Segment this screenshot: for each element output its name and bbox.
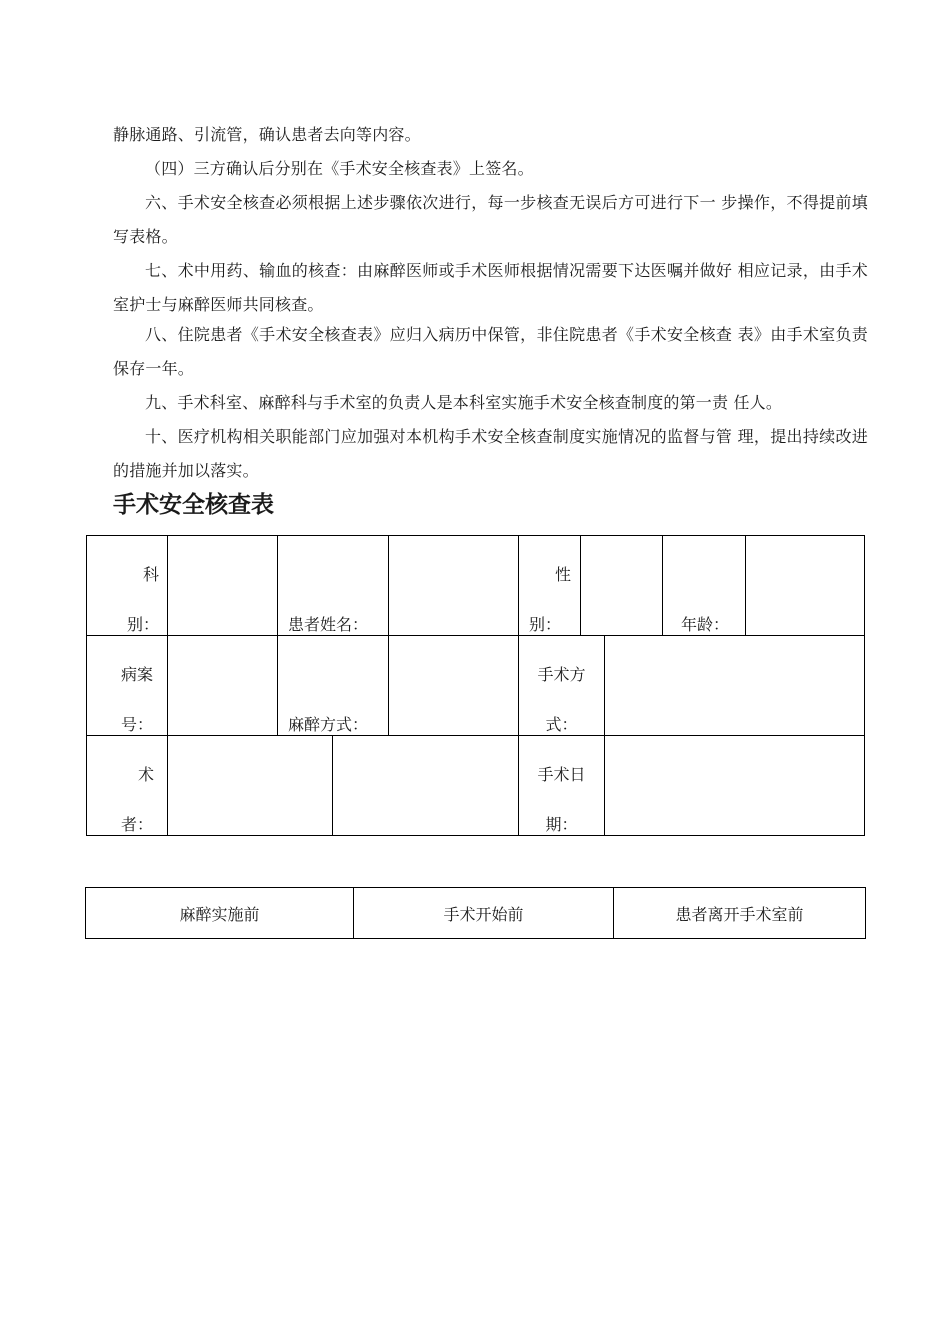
gender-value-cell[interactable] — [581, 536, 663, 636]
patient-name-label: 患者姓名： — [288, 615, 369, 634]
record-no-value-cell[interactable] — [168, 636, 278, 736]
table-row — [87, 536, 865, 636]
surgery-date-label-line1: 手术日 — [537, 765, 586, 784]
patient-info-table — [86, 535, 865, 836]
dept-label-cell — [87, 536, 168, 636]
record-no-label-cell — [87, 636, 168, 736]
anesthesia-method-value-cell[interactable] — [389, 636, 519, 736]
record-no-label-line1: 病案 — [121, 665, 154, 684]
paragraph-7: 十、医疗机构相关职能部门应加强对本机构手术安全核查制度实施情况的监督与管 理，提出持续改进的措施并加以落实。 — [113, 427, 868, 480]
anesthesia-method-label-cell — [278, 636, 389, 736]
dept-value-cell[interactable] — [168, 536, 278, 636]
table-row — [87, 636, 865, 736]
surgery-date-value-cell[interactable] — [605, 736, 865, 836]
paragraph-2: （四）三方确认后分别在《手术安全核查表》上签名。 — [145, 159, 534, 178]
gender-label-line1: 性 — [555, 565, 572, 584]
surgery-method-label-cell — [519, 636, 605, 736]
form-title: 手术安全核查表 — [113, 491, 274, 518]
phase-table — [85, 887, 866, 939]
anesthesia-method-label: 麻醉方式： — [288, 715, 369, 734]
surgeon-value-cell-1[interactable] — [168, 736, 333, 836]
surgery-method-label-line1: 手术方 — [537, 665, 586, 684]
surgeon-label-line1: 术 — [138, 765, 155, 784]
surgery-date-label-cell — [519, 736, 605, 836]
surgery-method-label-line2: 式： — [545, 715, 578, 734]
paragraph-6: 九、手术科室、麻醉科与手术室的负责人是本科室实施手术安全核查制度的第一责 任人。 — [145, 393, 783, 412]
phase-before-surgery: 手术开始前 — [354, 888, 614, 939]
surgeon-label-line2: 者： — [121, 815, 154, 834]
gender-label-line2: 别： — [529, 615, 562, 634]
phase-before-anesthesia: 麻醉实施前 — [86, 888, 354, 939]
table-row — [87, 736, 865, 836]
patient-name-value-cell[interactable] — [389, 536, 519, 636]
record-no-label-line2: 号： — [121, 715, 154, 734]
paragraph-4: 七、术中用药、输血的核查：由麻醉医师或手术医师根据情况需要下达医嘱并做好 相应记录，由手术室护士与麻醉医师共同核查。 — [113, 261, 868, 314]
surgeon-value-cell-2[interactable] — [333, 736, 519, 836]
table-row — [86, 888, 866, 939]
patient-name-label-cell — [278, 536, 389, 636]
dept-label-line1: 科 — [142, 565, 159, 584]
surgery-method-value-cell[interactable] — [605, 636, 865, 736]
gender-label-cell — [519, 536, 581, 636]
paragraph-5: 八、住院患者《手术安全核查表》应归入病历中保管，非住院患者《手术安全核查 表》由手术室负责保存一年。 — [113, 325, 868, 378]
surgery-date-label-line2: 期： — [545, 815, 578, 834]
phase-before-leaving: 患者离开手术室前 — [614, 888, 866, 939]
surgeon-label-cell — [87, 736, 168, 836]
age-value-cell[interactable] — [746, 536, 865, 636]
dept-label-line2: 别： — [126, 615, 159, 634]
age-label: 年龄： — [681, 615, 730, 634]
age-label-cell — [663, 536, 746, 636]
paragraph-1: 静脉通路、引流管，确认患者去向等内容。 — [113, 125, 421, 144]
paragraph-3: 六、手术安全核查必须根据上述步骤依次进行，每一步核查无误后方可进行下一 步操作，不得提前填写表格。 — [113, 193, 868, 246]
